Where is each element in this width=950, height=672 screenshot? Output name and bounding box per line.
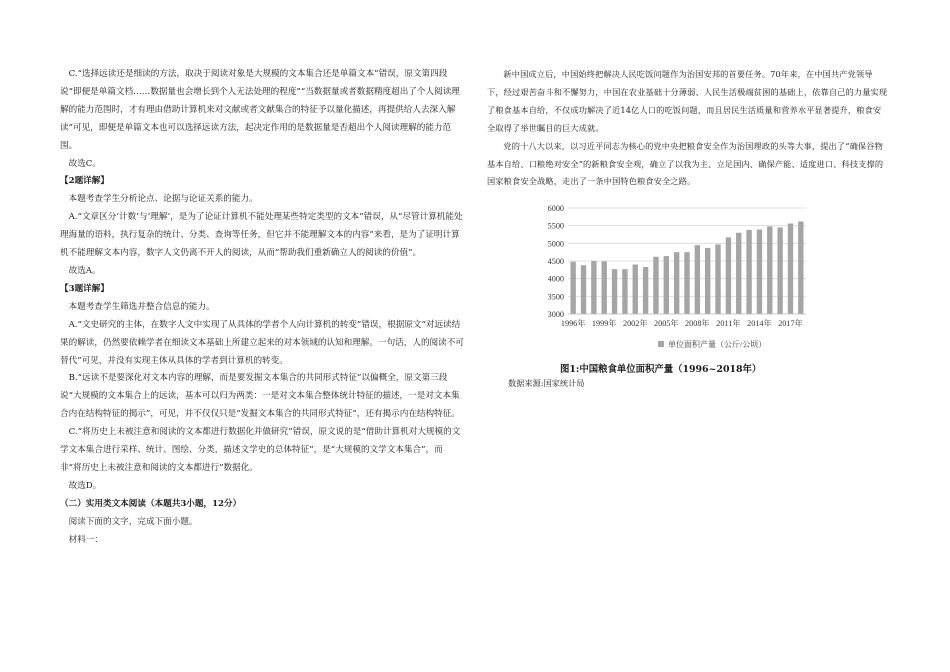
bar-2009 (705, 248, 710, 314)
y-tick-label: 5500 (547, 221, 564, 231)
bar-2017 (788, 224, 793, 314)
bar-1999 (602, 261, 607, 314)
bar-2002 (633, 265, 638, 314)
section-heading: 【3题详解】 (60, 283, 109, 294)
x-tick-label: 2011年 (716, 319, 741, 328)
paragraph: 材料一： (68, 534, 103, 545)
paragraph: 本题考查学生筛选并整合信息的能力。 (68, 301, 215, 312)
data-source: 数据来源:国家统计局 (508, 378, 585, 388)
material-paragraph: 党的十八大以来，以习近平同志为核心的党中央把粮食安全作为治国理政的头等大事，提出了“确保谷物基本自给、口粮绝对安全”的新粮食安全观，确立了以我为主、立足国内、确保产能、适度进口、科技支撑的国家粮食安全战略，走出了一条中国特色粮食安全之路。 (487, 140, 884, 187)
paragraph: 故选C。 (68, 158, 101, 169)
bar-2008 (695, 245, 700, 314)
answer-explanation-column (60, 66, 464, 549)
paragraph: C.“将历史上未被注意和阅读的文本都进行数据化并做研究”错误，原文说的是“借助计算机对大规模的文学文本集合进行采样、统计、图绘、分类，描述文学史的总体特征”，是“大规模的文学文本集合”，而非“将历史上未被注意和阅读的文本都进行”数据化。 (60, 427, 461, 473)
bar-2004 (653, 257, 658, 314)
bar-2010 (715, 244, 720, 314)
bar-2005 (664, 256, 669, 314)
x-tick-label: 2002年 (622, 319, 648, 328)
bar-2007 (684, 252, 689, 314)
paragraph: 本题考查学生分析论点、论据与论证关系的能力。 (68, 194, 258, 205)
legend-label: 单位面积产量（公斤/公顷） (668, 340, 767, 349)
bar-2018 (798, 221, 803, 314)
x-tick-label: 2005年 (654, 319, 679, 328)
chart-title: 图1:中国粮食单位面积产量（1996~2018年） (560, 364, 762, 375)
y-tick-label: 3500 (547, 292, 564, 302)
paragraph: A.“文章区分‘计数’与‘理解’，是为了论证计算机不能处理某些特定类型的文本”错误，从“尽管计算机能处理海量的语料，执行复杂的统计、分类、查询等任务，但它并不能理解文本的内容”来看，是为了证明计算机不能理解文本内容，数字人文仍离不开人的阅读，从而“帮助我们重新确立人的阅读的价值”。 (60, 212, 463, 259)
y-tick-label: 6000 (547, 204, 564, 213)
bar-2011 (726, 237, 731, 314)
y-tick-label: 4500 (547, 257, 564, 266)
bar-2001 (622, 269, 627, 314)
paragraph: B.“远读不是要深化对文本内容的理解，而是要发掘文本集合的共同形式特征”以偏概全，原文第三段说“大规模的文本集合上的远读，基本可以归为两类：一是对文本集合整体统计特征的描述，一是对文本集合内在结构特征的揭示”，可见，并不仅仅只是“发掘文本集合的共同形式特征”，还有揭示内在结构特征。 (60, 373, 460, 420)
paragraph: 故选D。 (68, 480, 102, 491)
bar-2000 (612, 269, 617, 314)
bar-2012 (736, 233, 741, 314)
paragraph: C.“选择远读还是细读的方法，取决于阅读对象是大规模的文本集合还是单篇文本”错误，原文第四段说“即便是单篇文档……数据量也会增长到个人无法处理的程度”“当数据量或者数据精度超出了个人阅读理解的能力范围时，才有理由借助计算机来对文献或者文献集合的特征予以量化描述，再提供给人去深入解读”可见，即便是单篇文本也可以选择远读方法，起决定作用的是数据量是否超出个人阅读理解的能力范围。 (60, 69, 460, 151)
legend-swatch (658, 341, 664, 347)
bar-1996 (570, 262, 575, 314)
material-paragraph: 新中国成立后，中国始终把解决人民吃饭问题作为治国安邦的首要任务。70年来，在中国共产党领导下，经过艰苦奋斗和不懈努力，中国在农业基础十分薄弱、人民生活极端贫困的基础上，依靠自己的力量实现了粮食基本自给，不仅成功解决了近14亿人口的吃饭问题，而且居民生活质量和营养水平显著提升，粮食安全取得了举世瞩目的巨大成就。 (487, 69, 888, 133)
bar-2013 (746, 230, 751, 314)
bar-1998 (591, 261, 596, 314)
bar-2016 (777, 227, 782, 314)
bar-2014 (757, 230, 762, 314)
reading-material-column (487, 66, 889, 191)
grain-yield-bar-chart (528, 198, 818, 358)
bar-2003 (643, 267, 648, 314)
y-tick-label: 3000 (547, 310, 564, 319)
y-tick-label: 5000 (547, 239, 564, 249)
section-heading: 【2题详解】 (60, 176, 109, 187)
x-tick-label: 2017年 (778, 319, 803, 328)
x-tick-label: 2014年 (747, 319, 772, 328)
bar-2006 (674, 252, 679, 314)
paragraph: 故选A。 (68, 265, 101, 276)
x-tick-label: 2008年 (685, 319, 710, 328)
paragraph: A.“文史研究的主体，在数字人文中实现了从具体的学者个人向计算机的转变”错误，根据原文“对远读结果的解读，仍然要依赖学者在细读文本基础上所建立起来的对本领域的认知和理解。一句话，人的阅读不可替代”可见，并没有实现主体从具体的学者到计算机的转变。 (60, 319, 464, 366)
x-tick-label: 1999年 (591, 319, 617, 328)
section-heading: （二）实用类文本阅读（本题共3小题，12分） (60, 498, 242, 509)
bar-1997 (581, 265, 586, 314)
y-tick-label: 4000 (547, 274, 564, 284)
paragraph: 阅读下面的文字，完成下面小题。 (68, 516, 198, 527)
x-tick-label: 1996年 (560, 319, 586, 328)
bar-2015 (767, 226, 772, 314)
